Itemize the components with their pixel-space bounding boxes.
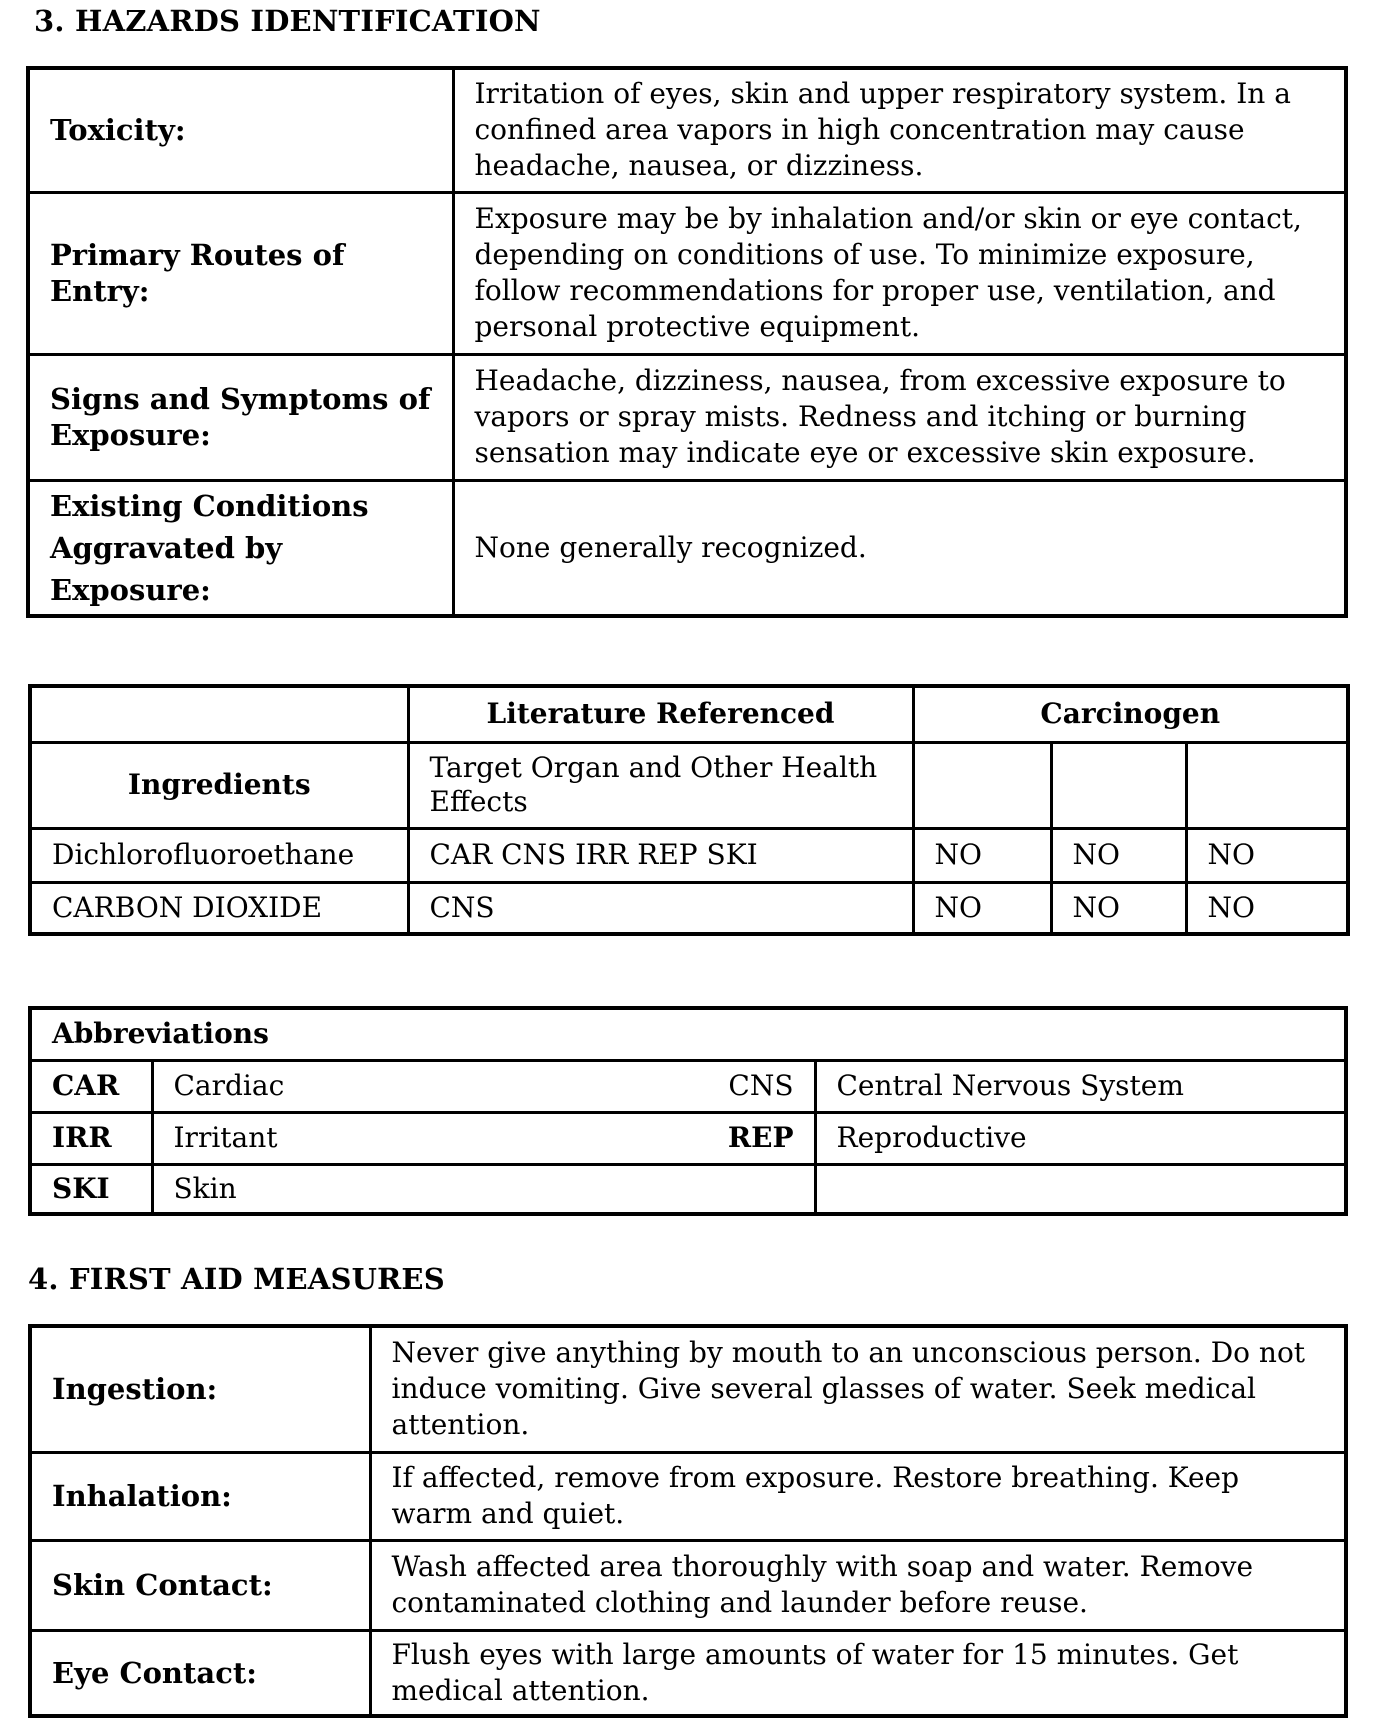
ingredients-subheader-row	[30, 742, 1348, 828]
ingredients-header-row	[30, 686, 1348, 742]
hazard-row	[28, 480, 1346, 616]
first-aid-text: If affected, remove from exposure. Restore breathing. Keep warm and quiet.	[370, 1452, 1346, 1540]
empty-header-cell	[30, 686, 408, 742]
first-aid-label: Ingestion:	[30, 1326, 370, 1452]
table-row	[30, 1060, 1346, 1112]
table-row	[30, 1112, 1346, 1164]
ingredient-effects: CAR CNS IRR REP SKI	[408, 828, 913, 882]
carcinogen-value: NO	[1051, 828, 1186, 882]
hazard-row	[28, 354, 1346, 480]
first-aid-row	[30, 1540, 1346, 1630]
first-aid-label: Eye Contact:	[30, 1630, 370, 1716]
carcinogen-value: NO	[1186, 828, 1348, 882]
first-aid-row	[30, 1452, 1346, 1540]
table-row	[30, 828, 1348, 882]
hazard-text: None generally recognized.	[453, 480, 1346, 616]
ingredients-header: Ingredients	[30, 742, 408, 828]
section-3-title: 3. HAZARDS IDENTIFICATION	[34, 4, 541, 38]
carcinogen-subheader-3	[1186, 742, 1348, 828]
abbreviation-code: CNS	[728, 1069, 794, 1102]
abbreviations-title: Abbreviations	[30, 1008, 1346, 1060]
first-aid-label: Inhalation:	[30, 1452, 370, 1540]
abbreviation-meaning: Skin	[152, 1164, 815, 1214]
ingredient-effects: CNS	[408, 882, 913, 934]
hazard-row	[28, 68, 1346, 192]
carcinogen-value: NO	[1051, 882, 1186, 934]
abbreviation-code: SKI	[30, 1164, 152, 1214]
abbreviation-code: REP	[727, 1121, 794, 1154]
first-aid-table	[28, 1324, 1348, 1718]
hazard-text: Headache, dizziness, nausea, from excessive exposure to vapors or spray mists. Redness and itching or burning sensation may indicate eye or excessive skin exposure.	[453, 354, 1346, 480]
abbreviation-code: IRR	[30, 1112, 152, 1164]
first-aid-text: Wash affected area thoroughly with soap and water. Remove contaminated clothing and launder before reuse.	[370, 1540, 1346, 1630]
first-aid-row	[30, 1326, 1346, 1452]
hazard-text: Irritation of eyes, skin and upper respiratory system. In a confined area vapors in high concentration may cause headache, nausea, or dizziness.	[453, 68, 1346, 192]
ingredients-table	[28, 684, 1350, 936]
first-aid-text: Never give anything by mouth to an unconscious person. Do not induce vomiting. Give several glasses of water. Seek medical attention.	[370, 1326, 1346, 1452]
ingredient-name: Dichlorofluoroethane	[30, 828, 408, 882]
carcinogen-value: NO	[913, 882, 1051, 934]
hazard-label: Primary Routes of Entry:	[28, 192, 453, 354]
hazard-label: Signs and Symptoms of Exposure:	[28, 354, 453, 480]
section-4-title: 4. FIRST AID MEASURES	[28, 1262, 445, 1296]
carcinogen-subheader-1	[913, 742, 1051, 828]
abbreviation-pair	[152, 1112, 815, 1164]
carcinogen-value: NO	[913, 828, 1051, 882]
hazard-label: Existing Conditions Aggravated by Exposure:	[28, 480, 453, 616]
carcinogen-value: NO	[1186, 882, 1348, 934]
abbreviation-code: CAR	[30, 1060, 152, 1112]
abbreviations-table	[28, 1006, 1348, 1216]
first-aid-label: Skin Contact:	[30, 1540, 370, 1630]
hazard-label: Toxicity:	[28, 68, 453, 192]
first-aid-row	[30, 1630, 1346, 1716]
table-row	[30, 882, 1348, 934]
abbreviation-meaning: Central Nervous System	[815, 1060, 1346, 1112]
ingredient-name: CARBON DIOXIDE	[30, 882, 408, 934]
first-aid-text: Flush eyes with large amounts of water for 15 minutes. Get medical attention.	[370, 1630, 1346, 1716]
abbreviation-pair	[152, 1060, 815, 1112]
abbreviation-meaning: Cardiac	[173, 1069, 285, 1102]
hazard-row	[28, 192, 1346, 354]
abbreviation-meaning: Irritant	[173, 1121, 278, 1154]
table-row	[30, 1164, 1346, 1214]
literature-referenced-header: Literature Referenced	[408, 686, 913, 742]
abbreviation-meaning: Reproductive	[815, 1112, 1346, 1164]
hazard-text: Exposure may be by inhalation and/or skin or eye contact, depending on conditions of use. To minimize exposure, follow recommendations for proper use, ventilation, and personal protective equipment.	[453, 192, 1346, 354]
target-organ-header: Target Organ and Other Health Effects	[408, 742, 913, 828]
abbreviations-title-row	[30, 1008, 1346, 1060]
carcinogen-header: Carcinogen	[913, 686, 1348, 742]
hazards-table	[26, 66, 1348, 618]
abbreviation-empty-cell	[815, 1164, 1346, 1214]
carcinogen-subheader-2	[1051, 742, 1186, 828]
